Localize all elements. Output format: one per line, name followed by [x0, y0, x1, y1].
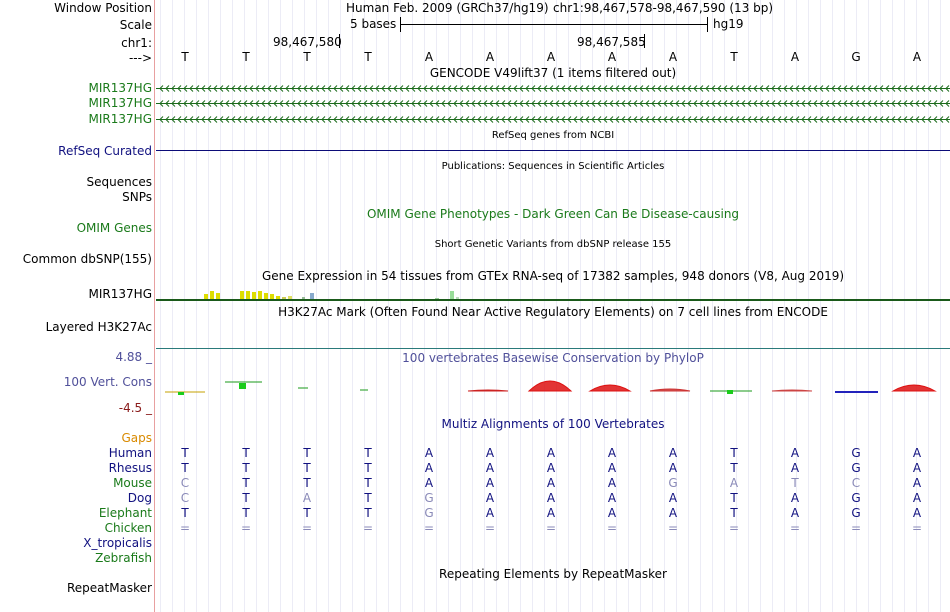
alignment-base: = [728, 521, 740, 535]
gtex-title: Gene Expression in 54 tissues from GTEx RNA-seq of 17382 samples, 948 donors (V8, Aug 2019) [261, 269, 845, 283]
gencode-title: GENCODE V49lift37 (1 items filtered out) [429, 66, 677, 80]
alignment-base: A [607, 491, 617, 505]
alignment-base: T [242, 506, 250, 520]
alignment-base: T [791, 476, 799, 490]
alignment-base: A [546, 506, 556, 520]
omim-label[interactable]: OMIM Genes [76, 221, 152, 235]
alignment-base: A [485, 446, 495, 460]
alignment-base: A [912, 491, 922, 505]
gtex-tissue-bar [302, 297, 305, 299]
phylop-conserved-peak [529, 381, 571, 391]
alignment-base: A [607, 461, 617, 475]
alignment-base: T [730, 446, 738, 460]
reference-base: G [851, 50, 861, 64]
alignment-base: T [303, 446, 311, 460]
alignment-base: = [911, 521, 923, 535]
strand-arrow-label: ---> [128, 51, 152, 65]
species-label[interactable]: Chicken [104, 521, 152, 535]
alignment-base: T [181, 461, 189, 475]
alignment-base: A [485, 461, 495, 475]
alignment-base: A [668, 491, 678, 505]
window-position-label: Window Position [54, 1, 152, 15]
alignment-base: A [485, 476, 495, 490]
alignment-base: A [485, 506, 495, 520]
phylop-conserved-peak [650, 389, 690, 391]
publications-title: Publications: Sequences in Scientific Articles [441, 161, 665, 172]
alignment-base: A [546, 461, 556, 475]
gtex-tissue-bar [310, 293, 314, 299]
phylop-label[interactable]: 100 Vert. Cons [63, 375, 152, 389]
species-label[interactable]: Zebrafish [95, 551, 152, 565]
gencode-label-2[interactable]: MIR137HG [88, 96, 152, 110]
phylop-marks [165, 381, 935, 395]
alignment-base: A [790, 461, 800, 475]
alignment-base: = [301, 521, 313, 535]
alignment-base: A [668, 446, 678, 460]
alignment-base: A [424, 446, 434, 460]
gtex-tissue-bar [435, 298, 439, 299]
alignment-base: T [364, 446, 372, 460]
species-label[interactable]: Rhesus [108, 461, 152, 475]
alignment-base: A [546, 491, 556, 505]
alignment-base: T [242, 491, 250, 505]
phylop-max-label: 4.88 _ [115, 350, 152, 364]
alignment-base: = [545, 521, 557, 535]
reference-base: T [242, 50, 250, 64]
alignment-base: T [303, 476, 311, 490]
alignment-base: A [546, 446, 556, 460]
gencode-label-3[interactable]: MIR137HG [88, 112, 152, 126]
alignment-base: A [546, 476, 556, 490]
gtex-tissue-bar [204, 294, 208, 299]
alignment-base: A [729, 476, 739, 490]
alignment-base: T [364, 476, 372, 490]
gtex-tissue-bar [240, 291, 244, 299]
gtex-tissue-bar [210, 291, 214, 299]
alignment-base: A [912, 476, 922, 490]
reference-base: T [181, 50, 189, 64]
h3k27ac-title: H3K27Ac Mark (Often Found Near Active Regulatory Elements) on 7 cell lines from ENCODE [278, 305, 828, 319]
alignment-base: T [303, 461, 311, 475]
reference-base: A [485, 50, 495, 64]
coord-label-2: 98,467,585 [577, 35, 646, 49]
h3k27ac-label[interactable]: Layered H3K27Ac [45, 320, 152, 334]
alignment-base: G [851, 461, 861, 475]
alignment-base: C [180, 476, 190, 490]
alignment-base: G [668, 476, 678, 490]
alignment-base: C [180, 491, 190, 505]
alignment-base: A [668, 506, 678, 520]
alignment-base: = [667, 521, 679, 535]
gtex-bars [204, 291, 459, 299]
alignment-base: G [851, 446, 861, 460]
alignment-base: T [364, 461, 372, 475]
alignment-base: = [240, 521, 252, 535]
alignment-base: G [424, 506, 434, 520]
alignment-base: A [790, 491, 800, 505]
alignment-base: T [730, 491, 738, 505]
coord-label-1: 98,467,580 [273, 35, 342, 49]
dbsnp-title: Short Genetic Variants from dbSNP release 155 [434, 239, 672, 250]
alignment-base: A [790, 446, 800, 460]
species-label[interactable]: Human [108, 446, 152, 460]
phylop-conserved-peak [590, 385, 630, 391]
alignment-base: A [607, 476, 617, 490]
reference-base: T [364, 50, 372, 64]
alignment-base: T [242, 476, 250, 490]
multiz-title: Multiz Alignments of 100 Vertebrates [441, 417, 665, 431]
species-label[interactable]: X_tropicalis [83, 536, 152, 550]
phylop-positive-mark [239, 383, 246, 389]
alignment-base: = [789, 521, 801, 535]
gaps-label: Gaps [121, 431, 152, 445]
gencode-gene-lines [156, 86, 950, 123]
alignment-base: G [851, 491, 861, 505]
gtex-tissue-bar [288, 296, 292, 299]
phylop-negative-mark [727, 390, 733, 394]
alignment-base: A [912, 446, 922, 460]
alignment-base: A [607, 446, 617, 460]
gencode-label-1[interactable]: MIR137HG [88, 81, 152, 95]
alignment-base: C [851, 476, 861, 490]
scale-bar [400, 17, 708, 32]
refseq-label[interactable]: RefSeq Curated [58, 144, 152, 158]
scale-text: 5 bases [350, 17, 397, 31]
alignment-base: G [851, 506, 861, 520]
reference-base: T [303, 50, 311, 64]
reference-base: T [730, 50, 738, 64]
gtex-tissue-bar [450, 291, 454, 299]
snps-label[interactable]: SNPs [122, 190, 152, 204]
repeatmasker-title: Repeating Elements by RepeatMasker [439, 567, 667, 581]
alignment-base: A [424, 461, 434, 475]
alignment-base: T [730, 461, 738, 475]
sequences-label[interactable]: Sequences [86, 175, 152, 189]
species-label[interactable]: Elephant [98, 506, 152, 520]
species-label[interactable]: Mouse [113, 476, 152, 490]
gtex-tissue-bar [252, 292, 256, 299]
alignment-base: A [668, 461, 678, 475]
phylop-min-label: -4.5 _ [118, 401, 152, 415]
assembly-text: Human Feb. 2009 (GRCh37/hg19) [346, 1, 549, 15]
phylop-conserved-peak [893, 385, 935, 391]
alignment-base: = [606, 521, 618, 535]
alignment-base: A [485, 491, 495, 505]
gtex-tissue-bar [456, 297, 459, 299]
phylop-conserved-peak [772, 390, 812, 391]
reference-base: A [912, 50, 922, 64]
alignment-base: = [484, 521, 496, 535]
gtex-label[interactable]: MIR137HG [88, 287, 152, 301]
alignment-base: T [364, 506, 372, 520]
reference-base: A [607, 50, 617, 64]
phylop-conserved-peak [468, 390, 508, 391]
species-label[interactable]: Dog [127, 491, 152, 505]
alignment-base: A [790, 506, 800, 520]
reference-base: A [424, 50, 434, 64]
position-text: chr1:98,467,578-98,467,590 (13 bp) [553, 1, 774, 15]
alignment-base: = [423, 521, 435, 535]
alignment-base: G [424, 491, 434, 505]
repeatmasker-label[interactable]: RepeatMasker [66, 581, 152, 595]
gtex-tissue-bar [216, 293, 220, 299]
gtex-tissue-bar [258, 291, 262, 299]
alignment-base: T [364, 491, 372, 505]
alignment-base: A [607, 506, 617, 520]
alignment-base: = [362, 521, 374, 535]
alignment-base: T [303, 506, 311, 520]
alignment-base: T [242, 461, 250, 475]
refseq-title: RefSeq genes from NCBI [491, 130, 615, 141]
alignment-base: A [302, 491, 312, 505]
dbsnp-label[interactable]: Common dbSNP(155) [22, 252, 152, 266]
phylop-title: 100 vertebrates Basewise Conservation by PhyloP [402, 351, 704, 365]
alignment-base: A [424, 476, 434, 490]
alignment-base: T [181, 446, 189, 460]
omim-title: OMIM Gene Phenotypes - Dark Green Can Be Disease-causing [366, 207, 740, 221]
gtex-tissue-bar [270, 294, 274, 299]
gtex-tissue-bar [276, 296, 280, 299]
alignment-base: = [179, 521, 191, 535]
alignment-base: T [730, 506, 738, 520]
alignment-base: A [912, 461, 922, 475]
chrom-label: chr1: [121, 36, 152, 50]
scale-label: Scale [119, 18, 152, 32]
reference-base: A [668, 50, 678, 64]
phylop-negative-mark [178, 392, 184, 395]
reference-base: A [790, 50, 800, 64]
gtex-tissue-bar [282, 297, 286, 299]
gtex-tissue-bar [264, 293, 268, 299]
gtex-tissue-bar [246, 291, 250, 299]
reference-base: A [546, 50, 556, 64]
alignment-base: T [242, 446, 250, 460]
scale-db: hg19 [713, 17, 744, 31]
alignment-base: A [912, 506, 922, 520]
alignment-base: T [181, 506, 189, 520]
alignment-base: = [850, 521, 862, 535]
